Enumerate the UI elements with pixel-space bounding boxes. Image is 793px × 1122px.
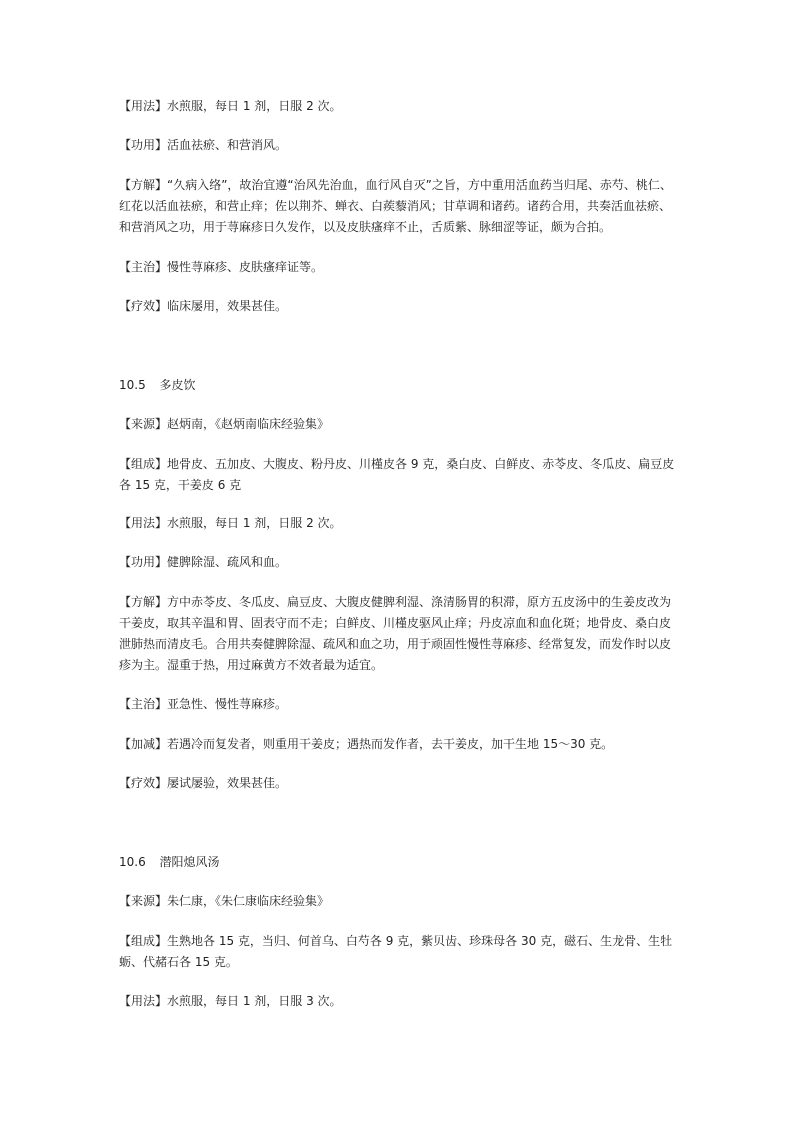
composition-paragraph: 【组成】地骨皮、五加皮、大腹皮、粉丹皮、川槿皮各 9 克，桑白皮、白鲜皮、赤苓皮、冬瓜皮、扁豆皮各 15 克，干姜皮 6 克 bbox=[119, 457, 675, 492]
section-title: 潜阳熄风汤 bbox=[159, 855, 220, 869]
section-heading-10-6 bbox=[119, 852, 220, 873]
composition-paragraph: 【组成】生熟地各 15 克，当归、何首乌、白芍各 9 克，紫贝齿、珍珠母各 30 克，磁石、生龙骨、生牡蛎、代赭石各 15 克。 bbox=[119, 934, 673, 969]
analysis-paragraph: 【方解】“久病入络”，故治宜遵“治风先治血，血行风自灭”之旨，方中重用活血药当归尾、赤芍、桃仁、红花以活血祛瘀，和营止痒；佐以荆芥、蝉衣、白蒺藜消风；甘草调和诸药。诸药合用，共奏活血祛瘀、和营消风之功，用于荨麻疹日久发作，以及皮肤瘙痒不止，舌质紫、脉细涩等证，颇为合拍。 bbox=[119, 178, 672, 234]
section-title: 多皮饮 bbox=[159, 378, 196, 392]
indication-paragraph: 【主治】亚急性、慢性荨麻疹。 bbox=[119, 697, 288, 711]
section-heading-10-5 bbox=[119, 375, 196, 396]
section-number: 10.6 bbox=[119, 855, 146, 869]
source-paragraph: 【来源】赵炳南，《赵炳南临床经验集》 bbox=[119, 417, 330, 431]
usage-paragraph: 【用法】水煎服，每日 1 剂，日服 3 次。 bbox=[119, 994, 342, 1008]
section-number: 10.5 bbox=[119, 378, 146, 392]
analysis-paragraph: 【方解】方中赤苓皮、冬瓜皮、扁豆皮、大腹皮健脾利湿、涤清肠胃的积滞，原方五皮汤中的生姜皮改为干姜皮，取其辛温和胃、固表守而不走；白鲜皮、川槿皮驱风止痒；丹皮凉血和血化斑；地骨皮、桑白皮泄肺热而清皮毛。合用共奏健脾除湿、疏风和血之功，用于顽固性慢性荨麻疹、经常复发，而发作时以皮疹为主。湿重于热，用过麻黄方不效者最为适宜。 bbox=[119, 595, 672, 672]
efficacy-paragraph: 【疗效】临床屡用，效果甚佳。 bbox=[119, 299, 288, 313]
indication-paragraph: 【主治】慢性荨麻疹、皮肤瘙痒证等。 bbox=[119, 260, 324, 274]
source-paragraph: 【来源】朱仁康，《朱仁康临床经验集》 bbox=[119, 894, 330, 908]
usage-paragraph: 【用法】水煎服，每日 1 剂，日服 2 次。 bbox=[119, 99, 342, 113]
function-paragraph: 【功用】健脾除湿、疏风和血。 bbox=[119, 555, 288, 569]
usage-paragraph: 【用法】水煎服，每日 1 剂，日服 2 次。 bbox=[119, 516, 342, 530]
function-paragraph: 【功用】活血祛瘀、和营消风。 bbox=[119, 138, 288, 152]
efficacy-paragraph: 【疗效】屡试屡验，效果甚佳。 bbox=[119, 776, 288, 790]
modification-paragraph: 【加减】若遇冷而复发者，则重用干姜皮；遇热而发作者，去干姜皮，加干生地 15～30 克。 bbox=[119, 737, 614, 751]
